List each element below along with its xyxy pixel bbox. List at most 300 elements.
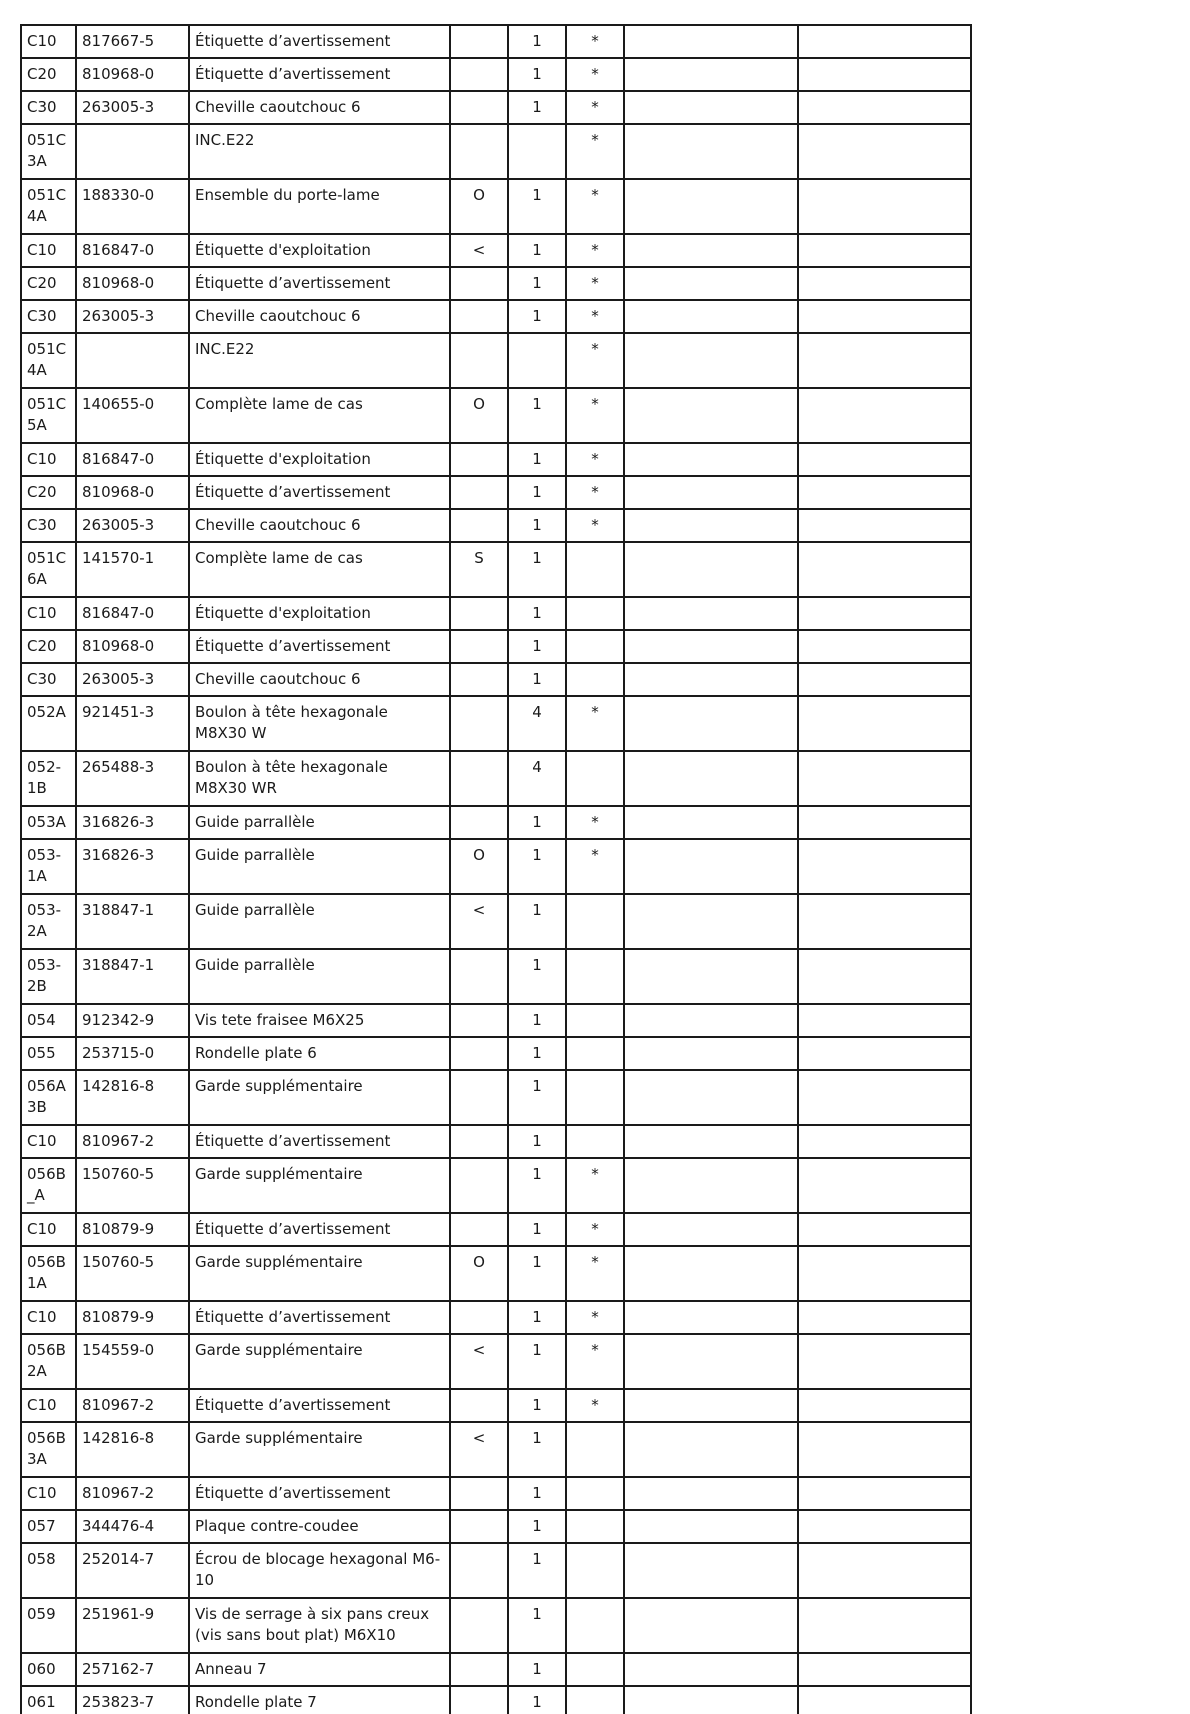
cell-part-no: 810968-0 — [76, 58, 189, 91]
cell-part-no: 318847-1 — [76, 949, 189, 1004]
table-row — [21, 91, 971, 124]
cell-mark: * — [566, 333, 624, 388]
cell-note — [450, 663, 508, 696]
cell-blank-b — [798, 388, 971, 443]
cell-blank-b — [798, 1158, 971, 1213]
cell-mark — [566, 1004, 624, 1037]
cell-item-no: C10 — [21, 1389, 76, 1422]
cell-qty: 1 — [508, 1653, 566, 1686]
cell-part-no — [76, 124, 189, 179]
cell-blank-b — [798, 1213, 971, 1246]
cell-qty: 1 — [508, 806, 566, 839]
table-row — [21, 509, 971, 542]
cell-part-no: 316826-3 — [76, 806, 189, 839]
cell-part-no: 263005-3 — [76, 91, 189, 124]
cell-mark — [566, 1653, 624, 1686]
table-row — [21, 751, 971, 806]
cell-part-no: 921451-3 — [76, 696, 189, 751]
cell-item-no: 061 — [21, 1686, 76, 1714]
cell-note — [450, 1598, 508, 1653]
cell-item-no: C20 — [21, 58, 76, 91]
cell-blank-a — [624, 25, 798, 58]
cell-blank-a — [624, 1246, 798, 1301]
cell-mark — [566, 1510, 624, 1543]
cell-item-no: 056B2A — [21, 1334, 76, 1389]
cell-description: Vis de serrage à six pans creux (vis sans bout plat) M6X10 — [189, 1598, 450, 1653]
cell-item-no: 057 — [21, 1510, 76, 1543]
cell-blank-b — [798, 1686, 971, 1714]
cell-qty — [508, 333, 566, 388]
cell-blank-a — [624, 124, 798, 179]
cell-mark: * — [566, 234, 624, 267]
cell-part-no: 817667-5 — [76, 25, 189, 58]
cell-blank-a — [624, 300, 798, 333]
cell-blank-b — [798, 1477, 971, 1510]
cell-blank-b — [798, 234, 971, 267]
cell-blank-b — [798, 839, 971, 894]
table-row — [21, 388, 971, 443]
cell-blank-a — [624, 1422, 798, 1477]
table-row — [21, 839, 971, 894]
cell-blank-a — [624, 1389, 798, 1422]
cell-qty: 1 — [508, 1389, 566, 1422]
cell-part-no: 810968-0 — [76, 476, 189, 509]
table-row — [21, 1422, 971, 1477]
table-row — [21, 1686, 971, 1714]
cell-mark: * — [566, 388, 624, 443]
table-row — [21, 1477, 971, 1510]
cell-note — [450, 509, 508, 542]
cell-mark: * — [566, 300, 624, 333]
table-row — [21, 267, 971, 300]
cell-blank-a — [624, 1158, 798, 1213]
table-row — [21, 806, 971, 839]
cell-blank-b — [798, 1653, 971, 1686]
cell-item-no: C10 — [21, 1301, 76, 1334]
cell-item-no: 053-2A — [21, 894, 76, 949]
cell-qty: 1 — [508, 1301, 566, 1334]
cell-part-no: 912342-9 — [76, 1004, 189, 1037]
cell-qty: 1 — [508, 25, 566, 58]
cell-note — [450, 300, 508, 333]
table-row — [21, 542, 971, 597]
cell-mark: * — [566, 91, 624, 124]
cell-qty: 1 — [508, 91, 566, 124]
cell-note — [450, 58, 508, 91]
cell-note: S — [450, 542, 508, 597]
cell-note: O — [450, 839, 508, 894]
table-row — [21, 696, 971, 751]
cell-description: INC.E22 — [189, 333, 450, 388]
cell-item-no: C20 — [21, 630, 76, 663]
cell-item-no: 051C3A — [21, 124, 76, 179]
cell-blank-a — [624, 388, 798, 443]
cell-note — [450, 1301, 508, 1334]
cell-mark — [566, 1477, 624, 1510]
table-row — [21, 663, 971, 696]
cell-item-no: C20 — [21, 267, 76, 300]
table-row — [21, 179, 971, 234]
cell-description: Boulon à tête hexagonale M8X30 WR — [189, 751, 450, 806]
cell-qty: 1 — [508, 1158, 566, 1213]
cell-qty: 4 — [508, 751, 566, 806]
cell-qty: 1 — [508, 1213, 566, 1246]
cell-note — [450, 25, 508, 58]
cell-item-no: C10 — [21, 25, 76, 58]
cell-note — [450, 1653, 508, 1686]
cell-item-no: C30 — [21, 509, 76, 542]
cell-note — [450, 1686, 508, 1714]
cell-blank-a — [624, 894, 798, 949]
cell-qty: 1 — [508, 663, 566, 696]
cell-qty: 1 — [508, 1125, 566, 1158]
table-row — [21, 1301, 971, 1334]
cell-note: < — [450, 894, 508, 949]
cell-description: Garde supplémentaire — [189, 1246, 450, 1301]
cell-blank-a — [624, 1598, 798, 1653]
cell-description: Étiquette d’avertissement — [189, 476, 450, 509]
cell-qty: 1 — [508, 630, 566, 663]
cell-part-no: 140655-0 — [76, 388, 189, 443]
cell-part-no: 810968-0 — [76, 267, 189, 300]
table-row — [21, 1653, 971, 1686]
cell-note — [450, 597, 508, 630]
cell-item-no: C30 — [21, 663, 76, 696]
cell-description: Étiquette d’avertissement — [189, 1213, 450, 1246]
cell-note — [450, 1125, 508, 1158]
cell-blank-b — [798, 751, 971, 806]
cell-item-no: 053-2B — [21, 949, 76, 1004]
cell-part-no: 816847-0 — [76, 597, 189, 630]
cell-qty: 1 — [508, 1422, 566, 1477]
cell-note — [450, 1543, 508, 1598]
cell-description: INC.E22 — [189, 124, 450, 179]
cell-part-no: 150760-5 — [76, 1158, 189, 1213]
cell-mark — [566, 949, 624, 1004]
cell-blank-a — [624, 597, 798, 630]
cell-qty: 1 — [508, 1598, 566, 1653]
cell-description: Anneau 7 — [189, 1653, 450, 1686]
cell-note — [450, 1213, 508, 1246]
cell-part-no: 253715-0 — [76, 1037, 189, 1070]
cell-blank-b — [798, 1389, 971, 1422]
cell-note: O — [450, 388, 508, 443]
cell-blank-a — [624, 333, 798, 388]
cell-item-no: 056B3A — [21, 1422, 76, 1477]
table-row — [21, 124, 971, 179]
cell-item-no: 051C4A — [21, 333, 76, 388]
cell-part-no: 810967-2 — [76, 1389, 189, 1422]
cell-mark — [566, 1125, 624, 1158]
cell-part-no: 810879-9 — [76, 1301, 189, 1334]
cell-item-no: 056B_A — [21, 1158, 76, 1213]
cell-blank-b — [798, 542, 971, 597]
cell-description: Étiquette d’avertissement — [189, 1301, 450, 1334]
cell-blank-b — [798, 1422, 971, 1477]
cell-blank-b — [798, 1598, 971, 1653]
cell-part-no: 253823-7 — [76, 1686, 189, 1714]
cell-blank-a — [624, 1125, 798, 1158]
cell-item-no: 053-1A — [21, 839, 76, 894]
cell-part-no: 251961-9 — [76, 1598, 189, 1653]
table-row — [21, 443, 971, 476]
cell-description: Ensemble du porte-lame — [189, 179, 450, 234]
cell-item-no: 051C5A — [21, 388, 76, 443]
cell-blank-a — [624, 443, 798, 476]
table-row — [21, 1213, 971, 1246]
cell-item-no: C10 — [21, 1477, 76, 1510]
table-row — [21, 1334, 971, 1389]
table-row — [21, 949, 971, 1004]
cell-blank-a — [624, 267, 798, 300]
table-row — [21, 1037, 971, 1070]
cell-mark — [566, 894, 624, 949]
cell-blank-a — [624, 663, 798, 696]
cell-part-no: 150760-5 — [76, 1246, 189, 1301]
cell-blank-a — [624, 542, 798, 597]
cell-blank-b — [798, 25, 971, 58]
cell-note: O — [450, 1246, 508, 1301]
cell-part-no: 810879-9 — [76, 1213, 189, 1246]
table-row — [21, 1125, 971, 1158]
cell-blank-b — [798, 333, 971, 388]
cell-mark: * — [566, 476, 624, 509]
cell-blank-b — [798, 476, 971, 509]
cell-blank-b — [798, 267, 971, 300]
cell-mark — [566, 1037, 624, 1070]
cell-mark — [566, 1543, 624, 1598]
cell-blank-a — [624, 839, 798, 894]
cell-part-no: 265488-3 — [76, 751, 189, 806]
cell-item-no: C10 — [21, 597, 76, 630]
cell-part-no — [76, 333, 189, 388]
cell-note — [450, 1070, 508, 1125]
cell-description: Garde supplémentaire — [189, 1422, 450, 1477]
cell-item-no: C10 — [21, 443, 76, 476]
cell-item-no: 059 — [21, 1598, 76, 1653]
table-row — [21, 1543, 971, 1598]
cell-description: Rondelle plate 6 — [189, 1037, 450, 1070]
cell-part-no: 142816-8 — [76, 1070, 189, 1125]
cell-blank-a — [624, 1004, 798, 1037]
cell-qty: 1 — [508, 949, 566, 1004]
cell-part-no: 344476-4 — [76, 1510, 189, 1543]
cell-part-no: 257162-7 — [76, 1653, 189, 1686]
cell-item-no: 060 — [21, 1653, 76, 1686]
table-row — [21, 1246, 971, 1301]
table-row — [21, 1158, 971, 1213]
cell-mark: * — [566, 124, 624, 179]
cell-description: Vis tete fraisee M6X25 — [189, 1004, 450, 1037]
cell-qty: 1 — [508, 1070, 566, 1125]
cell-blank-b — [798, 91, 971, 124]
cell-blank-b — [798, 1004, 971, 1037]
cell-mark: * — [566, 1246, 624, 1301]
cell-part-no: 252014-7 — [76, 1543, 189, 1598]
table-row — [21, 58, 971, 91]
cell-note — [450, 267, 508, 300]
cell-blank-a — [624, 91, 798, 124]
cell-mark — [566, 597, 624, 630]
cell-part-no: 263005-3 — [76, 300, 189, 333]
cell-note — [450, 443, 508, 476]
cell-part-no: 318847-1 — [76, 894, 189, 949]
cell-blank-a — [624, 476, 798, 509]
cell-blank-a — [624, 1510, 798, 1543]
cell-item-no: 056B1A — [21, 1246, 76, 1301]
cell-description: Écrou de blocage hexagonal M6-10 — [189, 1543, 450, 1598]
cell-qty: 1 — [508, 300, 566, 333]
cell-blank-b — [798, 509, 971, 542]
cell-mark: * — [566, 1301, 624, 1334]
cell-blank-b — [798, 696, 971, 751]
cell-mark: * — [566, 58, 624, 91]
cell-note — [450, 1389, 508, 1422]
cell-mark: * — [566, 1334, 624, 1389]
cell-part-no: 263005-3 — [76, 509, 189, 542]
table-row — [21, 597, 971, 630]
cell-blank-b — [798, 1510, 971, 1543]
cell-description: Étiquette d’avertissement — [189, 1389, 450, 1422]
cell-part-no: 316826-3 — [76, 839, 189, 894]
cell-part-no: 263005-3 — [76, 663, 189, 696]
cell-part-no: 142816-8 — [76, 1422, 189, 1477]
cell-qty: 4 — [508, 696, 566, 751]
cell-note: < — [450, 1422, 508, 1477]
cell-mark: * — [566, 1389, 624, 1422]
cell-description: Étiquette d’avertissement — [189, 267, 450, 300]
cell-description: Garde supplémentaire — [189, 1158, 450, 1213]
cell-part-no: 141570-1 — [76, 542, 189, 597]
cell-qty: 1 — [508, 894, 566, 949]
cell-description: Guide parrallèle — [189, 894, 450, 949]
cell-description: Étiquette d’avertissement — [189, 25, 450, 58]
parts-list-table — [20, 24, 972, 1714]
cell-mark — [566, 751, 624, 806]
cell-qty: 1 — [508, 542, 566, 597]
cell-mark: * — [566, 509, 624, 542]
cell-item-no: 054 — [21, 1004, 76, 1037]
cell-qty: 1 — [508, 839, 566, 894]
cell-blank-b — [798, 443, 971, 476]
cell-blank-a — [624, 630, 798, 663]
cell-description: Étiquette d’avertissement — [189, 1477, 450, 1510]
cell-part-no: 816847-0 — [76, 234, 189, 267]
table-row — [21, 1070, 971, 1125]
cell-description: Étiquette d’avertissement — [189, 58, 450, 91]
cell-mark: * — [566, 25, 624, 58]
cell-mark — [566, 663, 624, 696]
cell-qty: 1 — [508, 267, 566, 300]
cell-part-no: 154559-0 — [76, 1334, 189, 1389]
table-row — [21, 1510, 971, 1543]
cell-qty: 1 — [508, 388, 566, 443]
table-row — [21, 300, 971, 333]
cell-qty: 1 — [508, 1004, 566, 1037]
cell-note — [450, 1477, 508, 1510]
cell-blank-a — [624, 1213, 798, 1246]
table-row — [21, 476, 971, 509]
cell-blank-a — [624, 1334, 798, 1389]
cell-description: Étiquette d'exploitation — [189, 234, 450, 267]
cell-note — [450, 949, 508, 1004]
cell-qty: 1 — [508, 179, 566, 234]
cell-qty: 1 — [508, 1477, 566, 1510]
cell-blank-a — [624, 751, 798, 806]
table-row — [21, 234, 971, 267]
cell-blank-b — [798, 179, 971, 234]
cell-description: Cheville caoutchouc 6 — [189, 509, 450, 542]
cell-description: Boulon à tête hexagonale M8X30 W — [189, 696, 450, 751]
cell-description: Étiquette d’avertissement — [189, 630, 450, 663]
table-row — [21, 25, 971, 58]
cell-blank-b — [798, 806, 971, 839]
cell-item-no: C20 — [21, 476, 76, 509]
cell-blank-a — [624, 1543, 798, 1598]
cell-blank-b — [798, 949, 971, 1004]
cell-qty: 1 — [508, 1510, 566, 1543]
cell-description: Garde supplémentaire — [189, 1070, 450, 1125]
cell-note — [450, 476, 508, 509]
cell-mark — [566, 1070, 624, 1125]
cell-description: Guide parrallèle — [189, 806, 450, 839]
cell-description: Guide parrallèle — [189, 839, 450, 894]
cell-blank-a — [624, 234, 798, 267]
cell-qty: 1 — [508, 597, 566, 630]
table-row — [21, 894, 971, 949]
cell-blank-b — [798, 1125, 971, 1158]
cell-blank-b — [798, 124, 971, 179]
cell-description: Cheville caoutchouc 6 — [189, 91, 450, 124]
cell-description: Étiquette d’avertissement — [189, 1125, 450, 1158]
cell-blank-a — [624, 1686, 798, 1714]
cell-item-no: 058 — [21, 1543, 76, 1598]
table-row — [21, 630, 971, 663]
cell-item-no: 052-1B — [21, 751, 76, 806]
cell-qty: 1 — [508, 1334, 566, 1389]
cell-note — [450, 91, 508, 124]
cell-item-no: 051C4A — [21, 179, 76, 234]
cell-item-no: C10 — [21, 234, 76, 267]
cell-blank-b — [798, 630, 971, 663]
cell-item-no: 055 — [21, 1037, 76, 1070]
parts-table-body — [21, 25, 971, 1714]
table-row — [21, 1389, 971, 1422]
cell-description: Étiquette d'exploitation — [189, 443, 450, 476]
table-row — [21, 1004, 971, 1037]
cell-blank-a — [624, 1301, 798, 1334]
cell-blank-b — [798, 1543, 971, 1598]
cell-part-no: 810968-0 — [76, 630, 189, 663]
cell-qty — [508, 124, 566, 179]
cell-qty: 1 — [508, 1246, 566, 1301]
cell-blank-b — [798, 1037, 971, 1070]
table-row — [21, 1598, 971, 1653]
cell-qty: 1 — [508, 1686, 566, 1714]
cell-mark: * — [566, 443, 624, 476]
cell-description: Étiquette d'exploitation — [189, 597, 450, 630]
cell-mark — [566, 1686, 624, 1714]
table-row — [21, 333, 971, 388]
cell-description: Cheville caoutchouc 6 — [189, 300, 450, 333]
cell-qty: 1 — [508, 234, 566, 267]
cell-blank-b — [798, 663, 971, 696]
cell-note — [450, 333, 508, 388]
cell-qty: 1 — [508, 509, 566, 542]
cell-item-no: 056A3B — [21, 1070, 76, 1125]
cell-mark — [566, 630, 624, 663]
cell-blank-a — [624, 806, 798, 839]
